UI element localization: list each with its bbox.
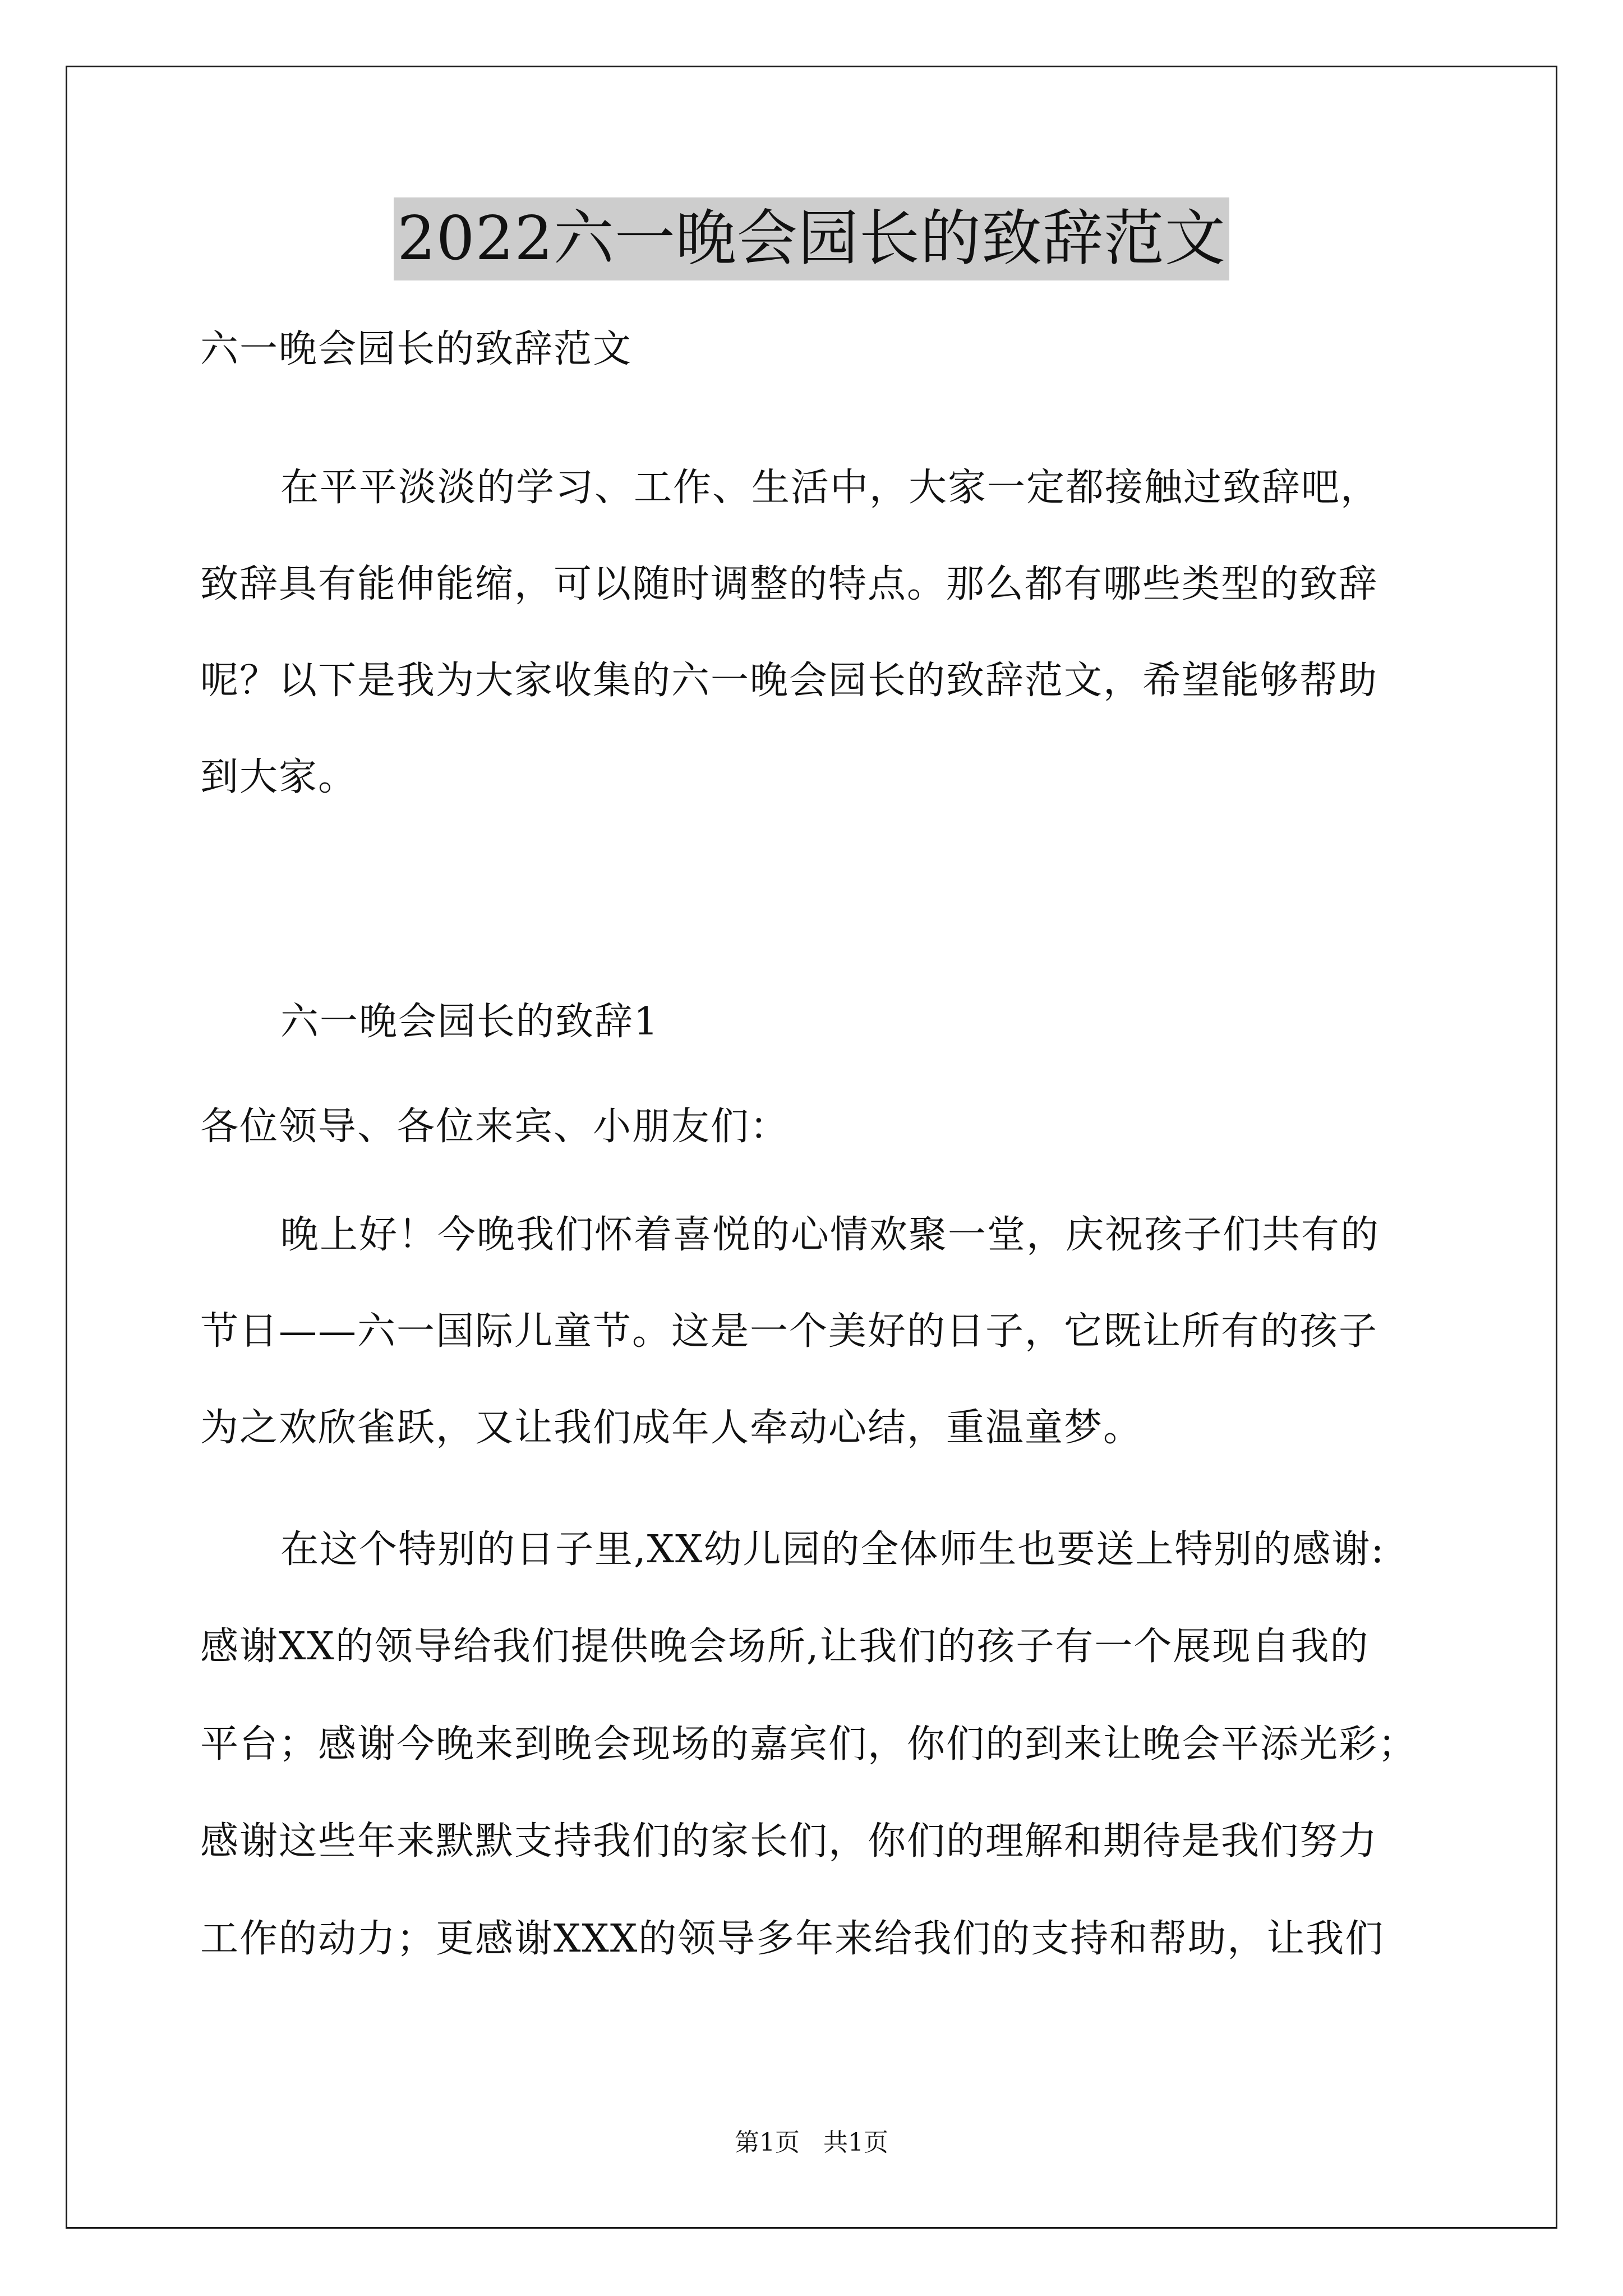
paragraph-line: 致辞具有能伸能缩，可以随时调整的特点。那么都有哪些类型的致辞	[200, 562, 1378, 606]
paragraph-line: 在这个特别的日子里,XX幼儿园的全体师生也要送上特别的感谢:	[280, 1527, 1385, 1572]
title-wrapper	[0, 197, 1623, 280]
subtitle-line: 六一晚会园长的致辞范文	[200, 327, 633, 371]
paragraph-line: 在平平淡淡的学习、工作、生活中，大家一定都接触过致辞吧，	[280, 466, 1380, 510]
paragraph-line: 工作的动力；更感谢XXX的领导多年来给我们的支持和帮助，让我们	[200, 1917, 1385, 1961]
paragraph-line: 晚上好！今晚我们怀着喜悦的心情欢聚一堂，庆祝孩子们共有的	[280, 1213, 1380, 1257]
paragraph-line: 感谢XX的领导给我们提供晚会场所,让我们的孩子有一个展现自我的	[200, 1625, 1370, 1669]
paragraph-line: 呢？以下是我为大家收集的六一晚会园长的致辞范文，希望能够帮助	[200, 659, 1378, 703]
paragraph-line: 到大家。	[200, 755, 358, 799]
paragraph-line: 为之欢欣雀跃，又让我们成年人牵动心结，重温童梦。	[200, 1406, 1143, 1450]
paragraph-line: 平台；感谢今晚来到晚会现场的嘉宾们，你们的到来让晚会平添光彩；	[200, 1722, 1418, 1766]
document-title: 2022六一晚会园长的致辞范文	[394, 197, 1229, 280]
section-heading: 六一晚会园长的致辞1	[280, 1000, 660, 1044]
salutation-line: 各位领导、各位来宾、小朋友们：	[200, 1105, 790, 1149]
page-number: 第1页 共1页	[735, 2128, 888, 2157]
paragraph-line: 节日——六一国际儿童节。这是一个美好的日子，它既让所有的孩子	[200, 1309, 1378, 1354]
paragraph-line: 感谢这些年来默默支持我们的家长们，你们的理解和期待是我们努力	[200, 1819, 1378, 1864]
